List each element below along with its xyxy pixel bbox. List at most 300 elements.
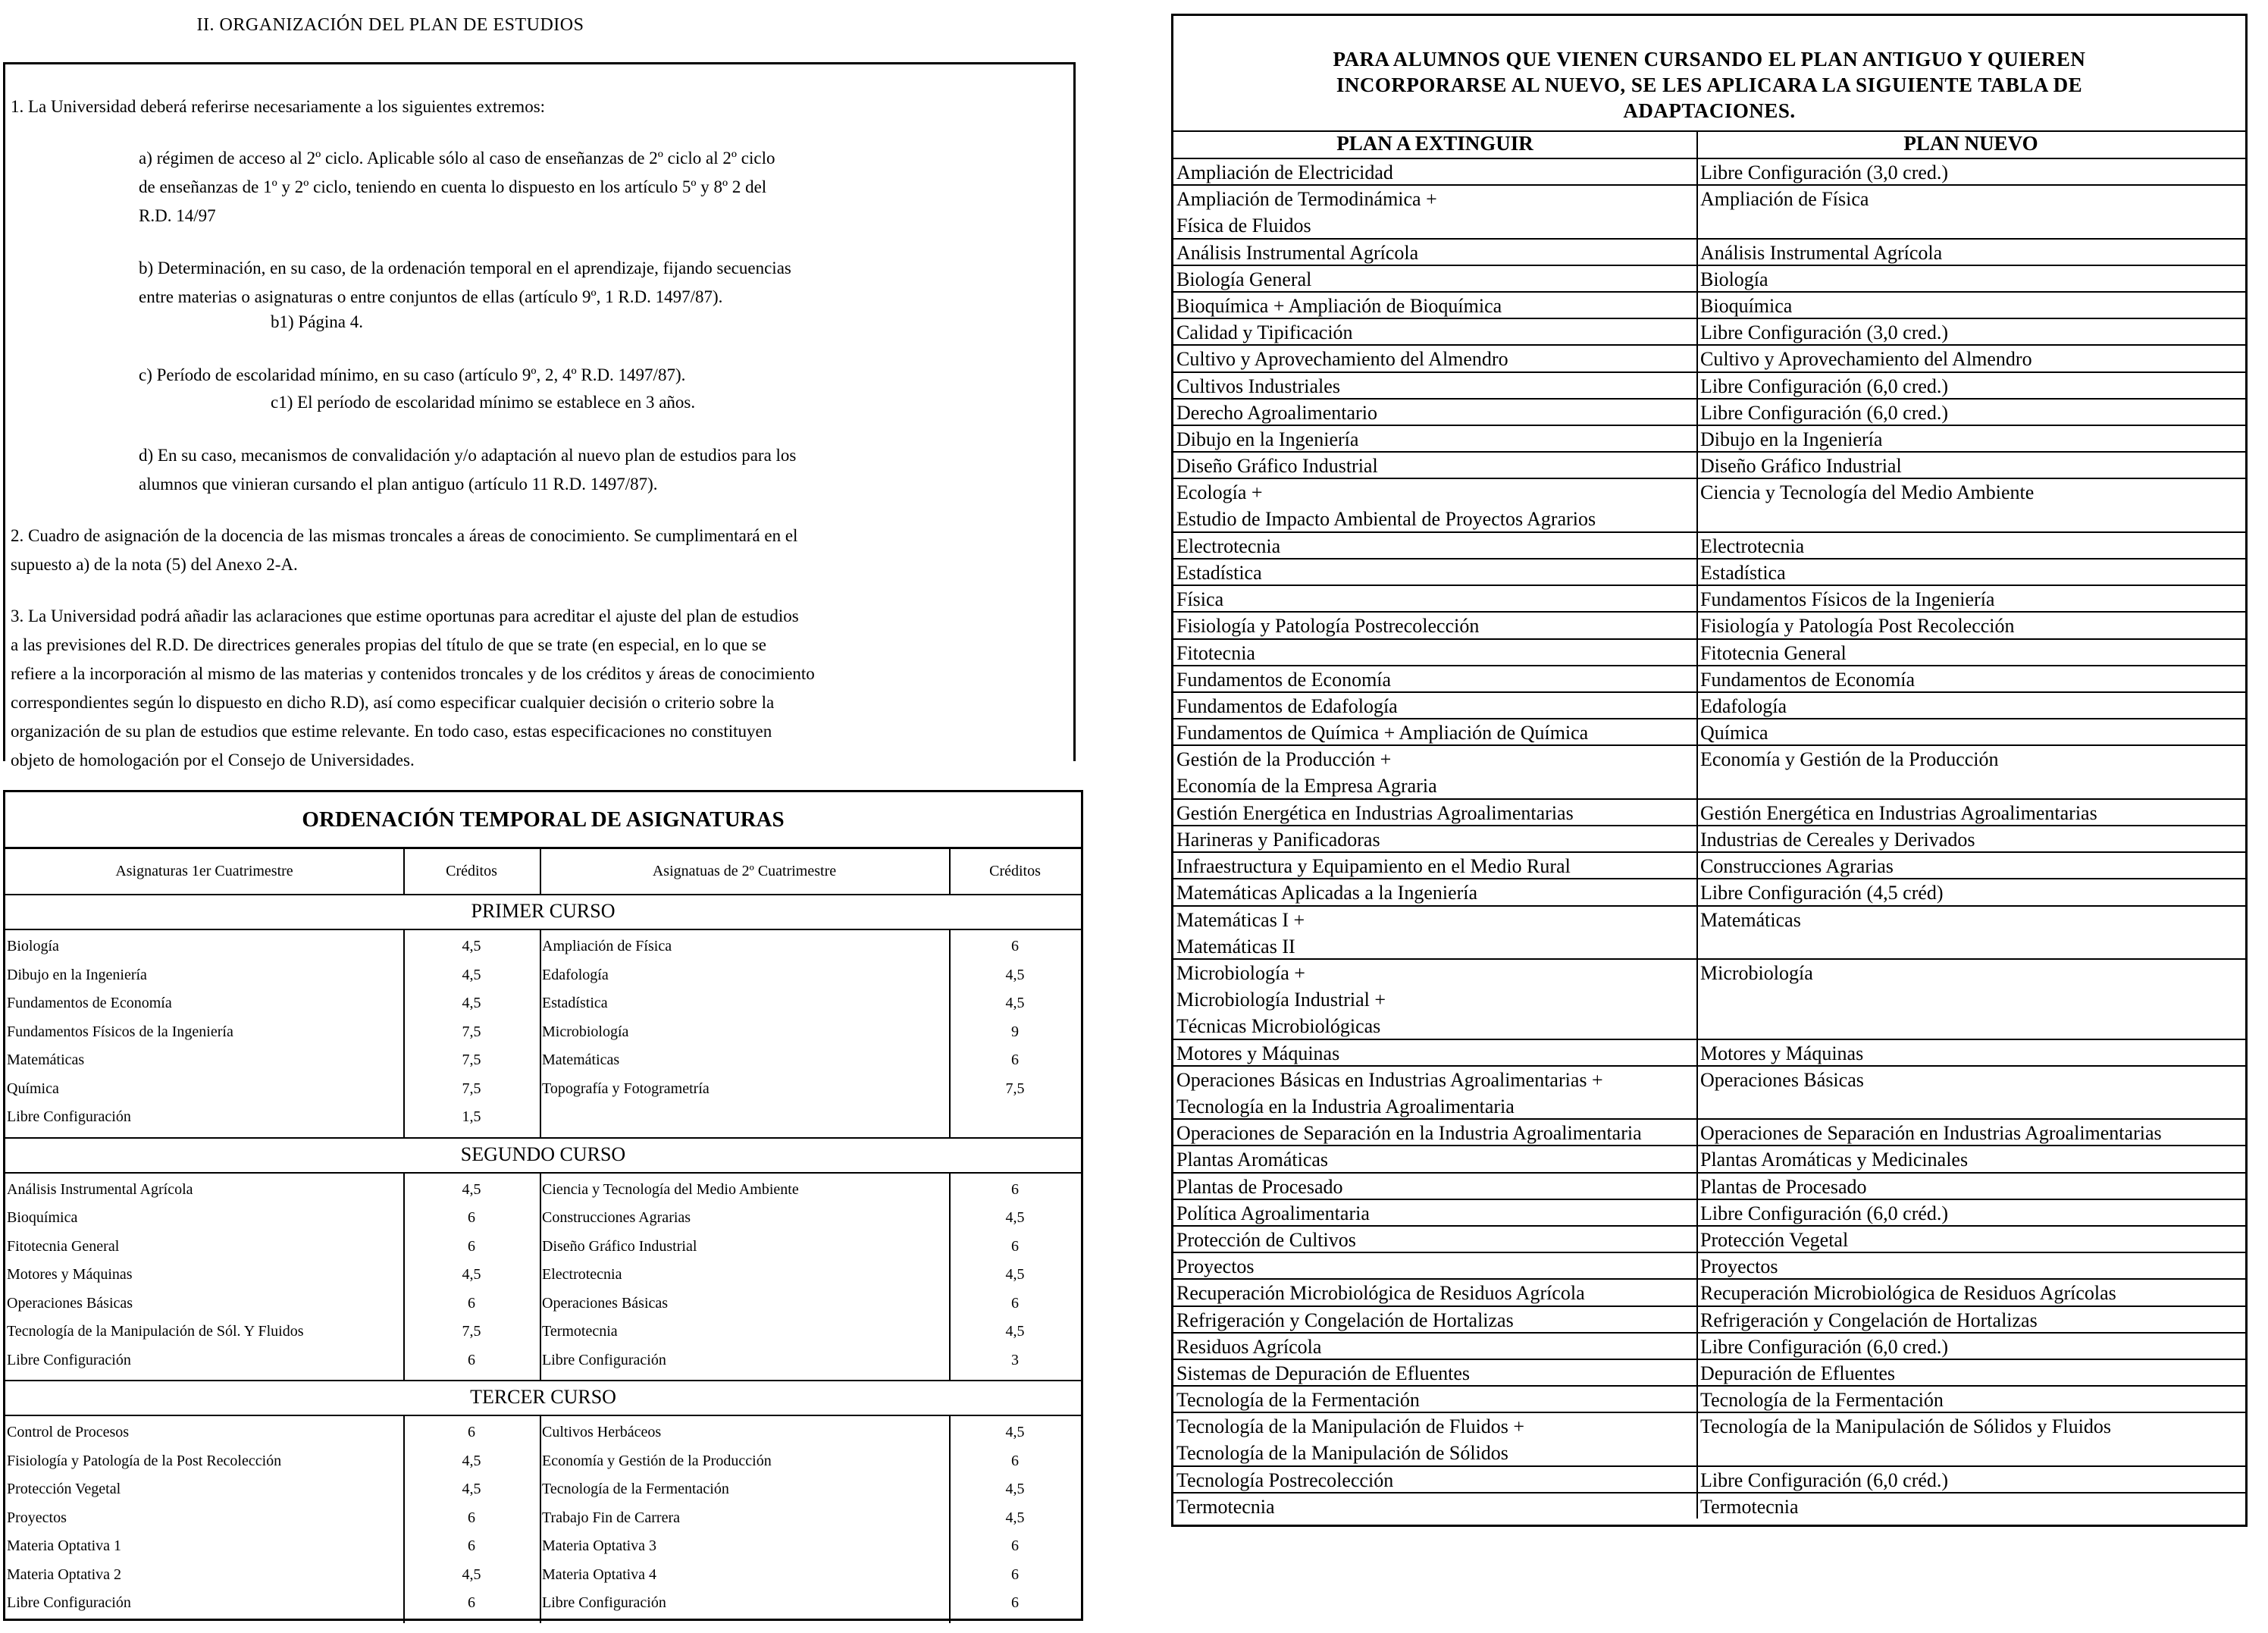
plan-a-extinguir-text: Fundamentos de Economía: [1176, 668, 1392, 691]
plan-a-extinguir-text: Operaciones de Separación en la Industria Agroalimentaria: [1176, 1122, 1642, 1145]
plan-nuevo-text: Libre Configuración (3,0 cred.): [1700, 321, 1949, 344]
colhead-divider: [1696, 130, 1698, 158]
adaptacion-row: [1173, 1252, 2245, 1280]
subject-1: Biología: [7, 938, 59, 954]
adaptacion-row: [1173, 1145, 2245, 1173]
plan-a-extinguir-cell: [1176, 1494, 1275, 1520]
credits-1: 7,5: [462, 1023, 481, 1040]
plan-nuevo-cell: [1700, 186, 1869, 212]
plan-a-extinguir-text: Física: [1176, 588, 1224, 611]
plan-a-extinguir-cell: [1176, 426, 1358, 453]
plan-a-extinguir-cell: [1176, 186, 1437, 239]
plan-a-extinguir-cell: [1176, 746, 1437, 799]
plan-nuevo-cell: [1700, 879, 1944, 906]
adaptacion-row: [1173, 1332, 2245, 1360]
plan-nuevo-text: Motores y Máquinas: [1700, 1042, 1864, 1064]
plan-nuevo-cell: [1700, 826, 1975, 853]
plan-a-extinguir-text: Tecnología Postrecolección: [1176, 1468, 1394, 1491]
adaptacion-row: [1173, 1039, 2245, 1067]
subject-2: Electrotecnia: [542, 1266, 622, 1283]
plan-nuevo-cell: [1700, 1040, 1863, 1067]
plan-nuevo-text: Plantas Aromáticas y Medicinales: [1700, 1149, 1969, 1171]
paragraph-3: [11, 602, 815, 775]
item-d-line: d) En su caso, mecanismos de convalidación y/o adaptación al nuevo plan de estudios para los: [139, 446, 797, 465]
plan-nuevo-cell: [1700, 1280, 2116, 1306]
adaptacion-row: [1173, 184, 2245, 239]
paragraph-3-line: 3. La Universidad podrá añadir las aclaraciones que estime oportunas para acreditar el ajuste del plan de estudios: [11, 606, 799, 625]
plan-a-extinguir-text: Fundamentos de Edafología: [1176, 695, 1398, 717]
plan-nuevo-cell: [1700, 1494, 1799, 1520]
plan-nuevo-cell: [1700, 1413, 2111, 1440]
subject-1: Dibujo en la Ingeniería: [7, 966, 147, 983]
subject-2: Matemáticas: [542, 1052, 620, 1068]
plan-a-extinguir-cell: [1176, 1387, 1420, 1413]
plan-nuevo-text: Bioquímica: [1700, 295, 1793, 317]
subject-1: Fitotecnia General: [7, 1237, 120, 1255]
adaptacion-row: [1173, 1065, 2245, 1120]
subject-2: Operaciones Básicas: [542, 1294, 669, 1312]
header-divider: [540, 848, 541, 894]
credits-2: 9: [1011, 1023, 1019, 1040]
subject-2: Estadística: [542, 995, 608, 1011]
credits-1: 4,5: [462, 995, 481, 1011]
column-divider: [540, 1415, 541, 1623]
column-divider: [403, 929, 405, 1137]
plan-nuevo-text: Industrias de Cereales y Derivados: [1700, 829, 1975, 851]
credits-2: 3: [1011, 1351, 1019, 1368]
adaptacion-column-divider: [1696, 158, 1698, 1519]
plan-nuevo-text: Cultivo y Aprovechamiento del Almendro: [1700, 348, 2032, 371]
column-plan-a-extinguir: PLAN A EXTINGUIR: [1336, 132, 1533, 155]
plan-nuevo-text: Edafología: [1700, 695, 1787, 717]
credits-1: 4,5: [462, 1266, 481, 1283]
adaptacion-row: [1173, 265, 2245, 293]
plan-nuevo-text: Recuperación Microbiológica de Residuos Agrícolas: [1700, 1282, 2116, 1305]
plan-a-extinguir-cell: [1176, 559, 1262, 586]
plan-a-extinguir-text: Gestión Energética en Industrias Agroalimentarias: [1176, 801, 1574, 824]
plan-a-extinguir-cell: [1176, 319, 1353, 346]
plan-a-extinguir-cell: [1176, 479, 1596, 532]
plan-nuevo-text: Dibujo en la Ingeniería: [1700, 428, 1883, 450]
plan-nuevo-cell: [1700, 1200, 1948, 1227]
plan-nuevo-cell: [1700, 266, 1768, 293]
plan-nuevo-cell: [1700, 1227, 1848, 1253]
adaptacion-row: [1173, 585, 2245, 613]
plan-a-extinguir-text: Matemáticas II: [1176, 935, 1295, 958]
ordenacion-table: [3, 790, 1083, 1621]
plan-a-extinguir-cell: [1176, 266, 1311, 293]
paragraph-3-line: a las previsiones del R.D. De directrices generales propias del título de que se trate (en especial, en lo que se: [11, 635, 766, 654]
plan-nuevo-text: Depuración de Efluentes: [1700, 1362, 1896, 1384]
plan-nuevo-cell: [1700, 319, 1948, 346]
course-title: SEGUNDO CURSO: [460, 1142, 626, 1165]
plan-nuevo-text: Ciencia y Tecnología del Medio Ambiente: [1700, 481, 2035, 504]
credits-1: 4,5: [462, 1481, 481, 1497]
plan-a-extinguir-text: Tecnología de la Manipulación de Sólidos: [1176, 1442, 1508, 1465]
plan-a-extinguir-text: Operaciones Básicas en Industrias Agroalimentarias +: [1176, 1068, 1603, 1091]
plan-a-extinguir-cell: [1176, 1200, 1370, 1227]
item-a-line: a) régimen de acceso al 2º ciclo. Aplicable sólo al caso de enseñanzas de 2º ciclo al 2º ciclo: [139, 149, 775, 168]
column-divider: [949, 1415, 951, 1623]
plan-nuevo-text: Análisis Instrumental Agrícola: [1700, 241, 1943, 264]
subject-1: Fundamentos Físicos de la Ingeniería: [7, 1023, 233, 1040]
plan-nuevo-cell: [1700, 533, 1804, 559]
header-creditos-2: Créditos: [989, 863, 1041, 879]
ordenacion-title: ORDENACIÓN TEMPORAL DE ASIGNATURAS: [5, 792, 1081, 849]
credits-2: 6: [1011, 1452, 1019, 1469]
plan-nuevo-cell: [1700, 1253, 1778, 1280]
plan-nuevo-cell: [1700, 960, 1813, 986]
plan-nuevo-text: Diseño Gráfico Industrial: [1700, 455, 1902, 478]
plan-nuevo-cell: [1700, 1467, 1948, 1494]
adaptacion-row: [1173, 744, 2245, 799]
subject-2: Libre Configuración: [542, 1594, 666, 1611]
plan-a-extinguir-cell: [1176, 826, 1380, 853]
course-title: TERCER CURSO: [470, 1386, 616, 1408]
subject-1: Libre Configuración: [7, 1594, 131, 1611]
plan-a-extinguir-cell: [1176, 960, 1386, 1039]
adaptacion-row: [1173, 1385, 2245, 1413]
paragraph-2: [11, 522, 797, 579]
plan-nuevo-text: Electrotecnia: [1700, 534, 1805, 557]
plan-a-extinguir-text: Electrotecnia: [1176, 534, 1281, 557]
header-rule: [5, 894, 1081, 895]
plan-a-extinguir-text: Bioquímica + Ampliación de Bioquímica: [1176, 295, 1502, 317]
subject-1: Libre Configuración: [7, 1351, 131, 1368]
plan-nuevo-cell: [1700, 240, 1942, 266]
item-b-line: b) Determinación, en su caso, de la ordenación temporal en el aprendizaje, fijando secuencias: [139, 259, 791, 277]
plan-nuevo-text: Libre Configuración (6,0 créd.): [1700, 1468, 1949, 1491]
plan-nuevo-cell: [1700, 666, 1915, 693]
credits-2: 4,5: [1005, 966, 1025, 983]
plan-nuevo-text: Estadística: [1700, 562, 1786, 584]
course-end-rule: [5, 1380, 1081, 1381]
adaptacion-row: [1173, 531, 2245, 559]
subject-1: Bioquímica: [7, 1209, 78, 1226]
plan-nuevo-text: Fisiología y Patología Post Recolección: [1700, 615, 2015, 638]
plan-nuevo-cell: [1700, 800, 2097, 826]
item-a: [139, 144, 775, 230]
plan-a-extinguir-text: Harineras y Panificadoras: [1176, 829, 1380, 851]
adaptacion-table: [1171, 14, 2248, 1527]
credits-2: 7,5: [1005, 1080, 1025, 1097]
plan-nuevo-cell: [1700, 1146, 1968, 1173]
plan-a-extinguir-text: Matemáticas Aplicadas a la Ingeniería: [1176, 882, 1478, 904]
plan-nuevo-text: Economía y Gestión de la Producción: [1700, 748, 1999, 771]
plan-a-extinguir-text: Cultivos Industriales: [1176, 375, 1340, 397]
subject-1: Materia Optativa 2: [7, 1566, 122, 1583]
plan-nuevo-text: Matemáticas: [1700, 908, 1801, 931]
plan-a-extinguir-text: Matemáticas I +: [1176, 908, 1305, 931]
plan-nuevo-text: Termotecnia: [1700, 1496, 1799, 1518]
paragraph-1: 1. La Universidad deberá referirse necesariamente a los siguientes extremos:: [11, 97, 546, 116]
credits-2: 6: [1011, 1052, 1019, 1068]
paragraph-2-line: supuesto a) de la nota (5) del Anexo 2-A.: [11, 555, 298, 574]
plan-nuevo-text: Fundamentos de Economía: [1700, 668, 1916, 691]
adaptacion-row: [1173, 238, 2245, 266]
plan-nuevo-cell: [1700, 159, 1948, 186]
header-asignaturas-1: Asignaturas 1er Cuatrimestre: [115, 863, 293, 879]
adaptacion-row: [1173, 1225, 2245, 1253]
plan-a-extinguir-text: Plantas Aromáticas: [1176, 1149, 1329, 1171]
subject-2: Cultivos Herbáceos: [542, 1424, 662, 1440]
credits-2: 6: [1011, 1594, 1019, 1611]
plan-a-extinguir-text: Termotecnia: [1176, 1496, 1275, 1518]
plan-a-extinguir-text: Residuos Agrícola: [1176, 1335, 1322, 1358]
item-d-line: alumnos que vinieran cursando el plan antiguo (artículo 11 R.D. 1497/87).: [139, 475, 658, 494]
credits-1: 6: [468, 1594, 475, 1611]
plan-a-extinguir-cell: [1176, 533, 1280, 559]
plan-a-extinguir-cell: [1176, 907, 1305, 960]
plan-a-extinguir-text: Recuperación Microbiológica de Residuos Agrícola: [1176, 1282, 1585, 1305]
credits-1: 6: [468, 1509, 475, 1526]
credits-2: 6: [1011, 938, 1019, 954]
credits-2: 4,5: [1005, 1323, 1025, 1340]
plan-nuevo-cell: [1700, 746, 1999, 773]
credits-1: 4,5: [462, 1452, 481, 1469]
plan-a-extinguir-cell: [1176, 400, 1377, 426]
adaptacion-row: [1173, 718, 2245, 746]
column-plan-nuevo: PLAN NUEVO: [1903, 132, 2038, 155]
column-divider: [540, 929, 541, 1137]
credits-2: 4,5: [1005, 1209, 1025, 1226]
column-divider: [540, 1172, 541, 1381]
plan-nuevo-text: Operaciones Básicas: [1700, 1068, 1864, 1091]
column-divider: [403, 1172, 405, 1381]
plan-nuevo-cell: [1700, 719, 1768, 746]
plan-nuevo-cell: [1700, 907, 1801, 933]
plan-a-extinguir-text: Infraestructura y Equipamiento en el Medio Rural: [1176, 855, 1571, 878]
credits-2: 6: [1011, 1294, 1019, 1312]
credits-1: 6: [468, 1294, 475, 1312]
subject-2: Materia Optativa 4: [542, 1566, 657, 1583]
credits-1: 6: [468, 1537, 475, 1554]
column-divider: [403, 1415, 405, 1623]
plan-nuevo-cell: [1700, 1174, 1867, 1200]
plan-a-extinguir-cell: [1176, 1040, 1339, 1067]
credits-1: 4,5: [462, 966, 481, 983]
adaptacion-row: [1173, 1278, 2245, 1306]
plan-a-extinguir-cell: [1176, 293, 1502, 319]
adaptacion-row: [1173, 905, 2245, 960]
plan-a-extinguir-cell: [1176, 613, 1479, 639]
plan-a-extinguir-text: Gestión de la Producción +: [1176, 748, 1392, 771]
course-rule: [5, 929, 1081, 930]
plan-nuevo-text: Microbiología: [1700, 962, 1813, 984]
plan-a-extinguir-text: Análisis Instrumental Agrícola: [1176, 241, 1419, 264]
plan-a-extinguir-text: Tecnología en la Industria Agroalimentaria: [1176, 1095, 1515, 1117]
plan-nuevo-cell: [1700, 640, 1847, 666]
plan-nuevo-cell: [1700, 400, 1948, 426]
plan-nuevo-cell: [1700, 1334, 1948, 1360]
adaptacion-row: [1173, 1172, 2245, 1200]
item-a-line: de enseñanzas de 1º y 2º ciclo, teniendo en cuenta lo dispuesto en los artículo 5º y 8º 2 del: [139, 177, 767, 196]
credits-2: 6: [1011, 1180, 1019, 1198]
plan-a-extinguir-text: Diseño Gráfico Industrial: [1176, 455, 1378, 478]
credits-2: 4,5: [1005, 995, 1025, 1011]
subject-1: Fisiología y Patología de la Post Recolección: [7, 1452, 282, 1469]
plan-a-extinguir-text: Técnicas Microbiológicas: [1176, 1015, 1381, 1037]
plan-a-extinguir-text: Refrigeración y Congelación de Hortalizas: [1176, 1309, 1514, 1331]
adaptacion-row: [1173, 1359, 2245, 1387]
header-asignaturas-2: Asignatuas de 2º Cuatrimestre: [652, 863, 837, 879]
subject-1: Libre Configuración: [7, 1108, 131, 1125]
plan-a-extinguir-cell: [1176, 1253, 1255, 1280]
plan-a-extinguir-cell: [1176, 586, 1223, 613]
subject-1: Proyectos: [7, 1509, 67, 1526]
item-d: [139, 441, 796, 499]
plan-nuevo-text: Construcciones Agrarias: [1700, 855, 1894, 878]
credits-1: 7,5: [462, 1052, 481, 1068]
paragraph-3-line: correspondientes según lo dispuesto en dicho R.D), así como especificar cualquier decisión o criterio sobre la: [11, 693, 775, 712]
subject-1: Tecnología de la Manipulación de Sól. Y Fluidos: [7, 1323, 304, 1340]
subject-2: Termotecnia: [542, 1323, 618, 1340]
plan-a-extinguir-cell: [1176, 1067, 1603, 1120]
adaptacion-row: [1173, 558, 2245, 586]
paragraph-3-line: organización de su plan de estudios que estime relevante. En todo caso, estas especificaciones no constituyen: [11, 722, 772, 741]
plan-a-extinguir-text: Fundamentos de Química + Ampliación de Química: [1176, 722, 1589, 744]
credits-1: 4,5: [462, 1180, 481, 1198]
adaptacion-row: [1173, 425, 2245, 453]
plan-nuevo-text: Proyectos: [1700, 1255, 1778, 1278]
adaptacion-row: [1173, 1305, 2245, 1334]
subject-2: Ampliación de Física: [542, 938, 672, 954]
paragraph-2-line: 2. Cuadro de asignación de la docencia de las mismas troncales a áreas de conocimiento. Se cumplimentará en el: [11, 526, 798, 545]
adaptacion-row: [1173, 665, 2245, 693]
subject-1: Operaciones Básicas: [7, 1294, 133, 1312]
plan-nuevo-cell: [1700, 346, 2032, 372]
plan-a-extinguir-cell: [1176, 640, 1255, 666]
adaptacion-header-line: INCORPORARSE AL NUEVO, SE LES APLICARA LA SIGUIENTE TABLA DE: [1336, 74, 2083, 96]
plan-a-extinguir-cell: [1176, 1280, 1585, 1306]
adaptacion-header-line: PARA ALUMNOS QUE VIENEN CURSANDO EL PLAN ANTIGUO Y QUIEREN: [1333, 48, 2086, 71]
plan-nuevo-text: Refrigeración y Congelación de Hortalizas: [1700, 1309, 2038, 1331]
credits-2: 6: [1011, 1237, 1019, 1255]
plan-a-extinguir-cell: [1176, 1174, 1343, 1200]
plan-a-extinguir-text: Motores y Máquinas: [1176, 1042, 1340, 1064]
adaptacion-row: [1173, 1118, 2245, 1146]
subject-1: Motores y Máquinas: [7, 1266, 133, 1283]
plan-a-extinguir-text: Tecnología de la Fermentación: [1176, 1389, 1420, 1412]
plan-nuevo-cell: [1700, 586, 1994, 613]
subject-2: Materia Optativa 3: [542, 1537, 657, 1554]
item-b-line: entre materias o asignaturas o entre conjuntos de ellas (artículo 9º, 1 R.D. 1497/87).: [139, 287, 723, 306]
credits-2: 4,5: [1005, 1509, 1025, 1526]
plan-a-extinguir-text: Biología General: [1176, 268, 1312, 290]
adaptacion-row: [1173, 878, 2245, 906]
credits-1: 7,5: [462, 1323, 481, 1340]
plan-nuevo-text: Libre Configuración (6,0 cred.): [1700, 401, 1949, 424]
adaptacion-row: [1173, 638, 2245, 666]
plan-a-extinguir-text: Física de Fluidos: [1176, 215, 1311, 237]
subject-1: Control de Procesos: [7, 1424, 130, 1440]
adaptacion-row: [1173, 158, 2245, 186]
plan-a-extinguir-text: Política Agroalimentaria: [1176, 1202, 1370, 1224]
plan-a-extinguir-cell: [1176, 1413, 1524, 1466]
adaptacion-row: [1173, 451, 2245, 479]
adaptacion-row: [1173, 1465, 2245, 1494]
plan-a-extinguir-cell: [1176, 240, 1418, 266]
subject-2: Topografía y Fotogrametría: [542, 1080, 710, 1097]
item-a-line: R.D. 14/97: [139, 206, 216, 225]
plan-nuevo-text: Fundamentos Físicos de la Ingeniería: [1700, 588, 1995, 611]
plan-nuevo-cell: [1700, 853, 1894, 879]
plan-a-extinguir-text: Ecología +: [1176, 481, 1263, 504]
credits-1: 7,5: [462, 1080, 481, 1097]
plan-nuevo-cell: [1700, 1307, 2038, 1334]
adaptacion-row: [1173, 691, 2245, 719]
plan-nuevo-text: Tecnología de la Fermentación: [1700, 1389, 1944, 1412]
plan-nuevo-text: Gestión Energética en Industrias Agroalimentarias: [1700, 801, 2097, 824]
plan-a-extinguir-text: Estadística: [1176, 562, 1262, 584]
plan-nuevo-text: Libre Configuración (6,0 cred.): [1700, 1335, 1949, 1358]
plan-nuevo-cell: [1700, 426, 1882, 453]
adaptacion-row: [1173, 1492, 2245, 1520]
subject-2: Economía y Gestión de la Producción: [542, 1452, 772, 1469]
plan-a-extinguir-text: Fisiología y Patología Postrecolección: [1176, 615, 1480, 638]
subject-2: Libre Configuración: [542, 1351, 666, 1368]
adaptacion-row: [1173, 478, 2245, 532]
adaptacion-row: [1173, 825, 2245, 853]
column-divider: [949, 929, 951, 1137]
adaptacion-row: [1173, 798, 2245, 826]
subject-2: Microbiología: [542, 1023, 629, 1040]
credits-2: 4,5: [1005, 1424, 1025, 1440]
subject-1: Química: [7, 1080, 59, 1097]
plan-nuevo-cell: [1700, 1120, 2162, 1146]
subject-1: Fundamentos de Economía: [7, 995, 172, 1011]
credits-1: 6: [468, 1424, 475, 1440]
plan-a-extinguir-cell: [1176, 1146, 1328, 1173]
adaptacion-row: [1173, 1412, 2245, 1466]
credits-1: 6: [468, 1351, 475, 1368]
plan-nuevo-cell: [1700, 1067, 1864, 1093]
plan-a-extinguir-cell: [1176, 1360, 1470, 1387]
plan-nuevo-text: Biología: [1700, 268, 1768, 290]
plan-nuevo-cell: [1700, 559, 1786, 586]
plan-a-extinguir-cell: [1176, 1227, 1356, 1253]
plan-nuevo-cell: [1700, 613, 2015, 639]
adaptacion-row: [1173, 851, 2245, 879]
adaptacion-row: [1173, 344, 2245, 372]
plan-a-extinguir-text: Proyectos: [1176, 1255, 1255, 1278]
adaptacion-row: [1173, 1199, 2245, 1227]
course-rule: [5, 1415, 1081, 1416]
plan-a-extinguir-cell: [1176, 879, 1477, 906]
plan-a-extinguir-cell: [1176, 693, 1398, 719]
item-c1: c1) El período de escolaridad mínimo se establece en 3 años.: [271, 393, 696, 412]
subject-2: Diseño Gráfico Industrial: [542, 1237, 697, 1255]
plan-a-extinguir-cell: [1176, 373, 1340, 400]
plan-nuevo-cell: [1700, 453, 1902, 479]
plan-nuevo-text: Fitotecnia General: [1700, 641, 1847, 664]
subject-2: Trabajo Fin de Carrera: [542, 1509, 680, 1526]
plan-nuevo-text: Libre Configuración (4,5 créd): [1700, 882, 1944, 904]
credits-1: 6: [468, 1209, 475, 1226]
plan-nuevo-cell: [1700, 693, 1787, 719]
plan-a-extinguir-text: Plantas de Procesado: [1176, 1175, 1343, 1198]
subject-2: Construcciones Agrarias: [542, 1209, 691, 1226]
plan-nuevo-text: Libre Configuración (6,0 cred.): [1700, 375, 1949, 397]
plan-a-extinguir-cell: [1176, 1467, 1393, 1494]
subject-2: Edafología: [542, 966, 609, 983]
paragraph-3-line: objeto de homologación por el Consejo de Universidades.: [11, 751, 415, 769]
plan-a-extinguir-cell: [1176, 1307, 1514, 1334]
plan-nuevo-text: Libre Configuración (3,0 cred.): [1700, 161, 1949, 183]
adaptacion-header-line: ADAPTACIONES.: [1623, 99, 1796, 122]
credits-2: 6: [1011, 1566, 1019, 1583]
plan-a-extinguir-text: Cultivo y Aprovechamiento del Almendro: [1176, 348, 1508, 371]
